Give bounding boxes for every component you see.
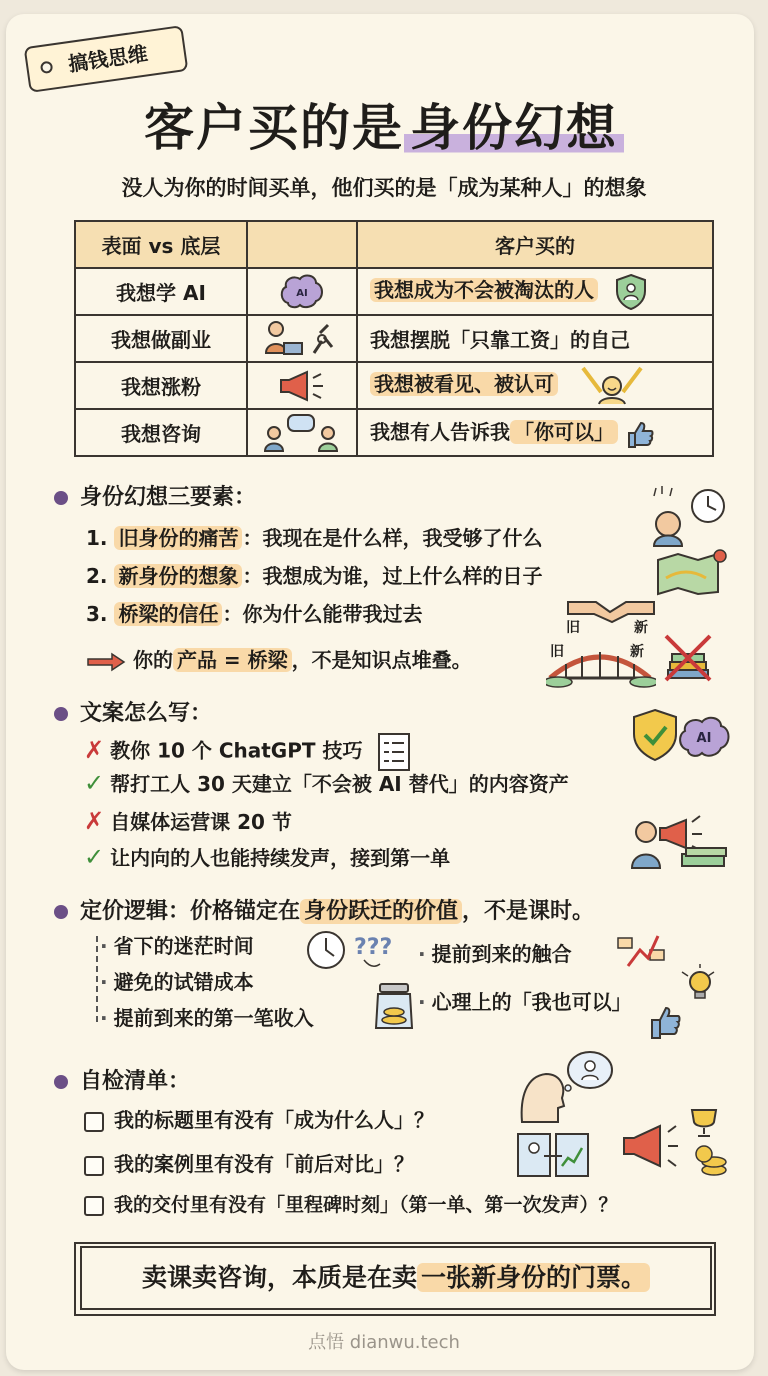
surface-cell: 我想学 AI <box>75 268 247 315</box>
section-heading-text: 身份幻想三要素： <box>80 485 257 510</box>
tag-hole <box>40 61 54 75</box>
bullet: · <box>100 1006 108 1030</box>
section-dot <box>54 1075 68 1089</box>
deep-cell: 我想摆脱「只靠工资」的自己 <box>357 315 713 362</box>
surface-cell: 我想咨询 <box>75 409 247 456</box>
bullet: · <box>100 934 108 958</box>
coin-jar-icon <box>372 982 416 1032</box>
copy-item <box>84 732 411 772</box>
crossed-books-icon <box>664 632 712 684</box>
clock-icon <box>646 484 730 548</box>
megaphone-icon <box>277 368 327 404</box>
title-part-b: 身份幻想 <box>404 99 624 157</box>
item-number: 2. <box>86 564 108 588</box>
item-text: ：我现在是什么样，我受够了什么 <box>242 526 543 550</box>
megaphone-trophy-icon <box>620 1108 730 1182</box>
checklist-text: 我的标题里有没有「成为什么人」？ <box>114 1108 434 1132</box>
table-row <box>75 409 713 456</box>
bridge-icon <box>546 616 656 688</box>
section-heading-pricing <box>54 894 594 925</box>
section-dot <box>54 491 68 505</box>
conclusion-text-a: 卖课卖咨询，本质是在卖 <box>141 1263 417 1292</box>
conclusion-box <box>80 1246 712 1310</box>
deep-text-b: 「你可以」 <box>510 420 618 444</box>
item-text: ：我想成为谁，过上什么样的日子 <box>242 564 543 588</box>
table-header-mid <box>247 221 357 268</box>
pricing-left-text: 避免的试错成本 <box>113 970 254 994</box>
pricing-left-text: 省下的迷茫时间 <box>113 934 254 958</box>
copy-text: 自媒体运营课 20 节 <box>110 810 292 834</box>
bridge-text-b: 产品 = 桥梁 <box>173 648 292 672</box>
checkbox[interactable] <box>84 1196 104 1216</box>
table-header-left: 表面 vs 底层 <box>75 221 247 268</box>
item-key: 桥梁的信任 <box>114 602 222 626</box>
section-heading-text: 自检清单： <box>80 1069 191 1094</box>
item-number: 1. <box>86 526 108 550</box>
old-label: 旧 <box>566 620 580 636</box>
page-title <box>0 88 768 160</box>
spotlight-person-icon <box>577 366 647 406</box>
checklist-item[interactable] <box>84 1148 414 1177</box>
table-header-right: 客户买的 <box>357 221 713 268</box>
copy-item <box>84 806 292 835</box>
item-text: ：你为什么能带我过去 <box>222 602 423 626</box>
table-row <box>75 268 713 315</box>
checklist-item[interactable] <box>84 1104 434 1133</box>
element-item <box>86 560 542 589</box>
thumbs-up-icon <box>625 419 655 449</box>
laptop-worker-icon <box>262 319 342 359</box>
ai-brain-icon <box>676 714 732 760</box>
arrow-right-icon <box>86 652 126 672</box>
section-heading-text: 文案怎么写： <box>80 701 213 726</box>
title-part-a: 客户买的是 <box>144 99 404 157</box>
new-label-2: 新 <box>630 644 644 660</box>
pricing-left-item <box>100 1002 314 1031</box>
bracket-line <box>96 936 98 1022</box>
copy-text: 帮打工人 30 天建立「不会被 AI 替代」的内容资产 <box>110 772 569 796</box>
table-row <box>75 315 713 362</box>
bridge-statement <box>86 644 472 673</box>
ai-brain-icon-text: AI <box>696 731 712 746</box>
new-label: 新 <box>634 620 648 636</box>
comparison-table <box>74 220 714 457</box>
section-heading-copywriting <box>54 696 212 727</box>
item-key: 新身份的想象 <box>114 564 242 588</box>
deep-text: 我想被看见、被认可 <box>370 372 558 396</box>
page-subtitle: 没人为你的时间买单，他们买的是「成为某种人」的想象 <box>121 176 647 200</box>
brand-watermark: 点悟 dianwu.tech <box>308 1332 460 1353</box>
copy-text: 让内向的人也能持续发声，接到第一单 <box>110 846 451 870</box>
before-after-icon <box>516 1130 590 1180</box>
bridge-text-c: ，不是知识点堆叠。 <box>291 648 472 672</box>
thinking-head-icon <box>516 1048 616 1124</box>
check-icon: ✓ <box>84 843 105 871</box>
shield-check-icon <box>630 708 680 762</box>
deep-cell <box>357 409 713 456</box>
copy-text: 教你 10 个 ChatGPT 技巧 <box>110 738 363 763</box>
deep-cell <box>357 268 713 315</box>
element-item <box>86 598 422 627</box>
section-dot <box>54 707 68 721</box>
speaker-megaphone-icon <box>630 808 730 870</box>
deep-text-a: 我想有人告诉我 <box>370 420 510 445</box>
checkbox[interactable] <box>84 1112 104 1132</box>
icon-cell <box>247 409 357 456</box>
checklist-text: 我的案例里有没有「前后对比」？ <box>114 1152 414 1176</box>
cross-icon: ✗ <box>84 807 105 835</box>
pricing-right-item <box>418 938 572 967</box>
shield-person-icon <box>613 273 649 311</box>
surface-cell: 我想涨粉 <box>75 362 247 409</box>
pricing-heading-c: ，不是课时。 <box>462 899 595 924</box>
cross-icon: ✗ <box>84 735 105 764</box>
checklist-text: 我的交付里有没有「里程碑时刻」（第一单、第一次发声）？ <box>114 1194 618 1216</box>
item-key: 旧身份的痛苦 <box>114 526 242 550</box>
section-dot <box>54 905 68 919</box>
element-item <box>86 522 542 551</box>
deep-text: 我想成为不会被淘汰的人 <box>370 278 598 302</box>
pricing-left-item <box>100 966 254 995</box>
svg-text:???: ??? <box>354 935 393 960</box>
table-row <box>75 362 713 409</box>
conversation-icon <box>262 413 342 453</box>
pricing-heading-a: 定价逻辑：价格锚定在 <box>80 899 301 924</box>
brain-icon <box>278 273 326 311</box>
item-number: 3. <box>86 602 108 626</box>
pricing-right-text: 提前到来的触合 <box>431 942 572 966</box>
deep-cell <box>357 362 713 409</box>
section-heading-elements <box>54 480 256 511</box>
checklist-item[interactable] <box>84 1190 618 1217</box>
bullet: · <box>418 942 426 966</box>
pricing-right-text: 心理上的「我也可以」 <box>431 990 632 1014</box>
checklist-doc-icon <box>377 732 411 772</box>
pricing-right-item <box>418 986 632 1015</box>
copy-item <box>84 842 450 871</box>
conclusion-text-b: 一张新身份的门票。 <box>417 1263 650 1292</box>
bridge-text-a: 你的 <box>132 648 173 672</box>
bullet: · <box>418 990 426 1014</box>
copy-item <box>84 768 569 797</box>
map-icon <box>656 548 730 596</box>
surface-cell: 我想做副业 <box>75 315 247 362</box>
icon-cell <box>247 315 357 362</box>
table-header-row <box>75 221 713 268</box>
pricing-left-item <box>100 930 254 959</box>
brain-icon-text: AI <box>296 287 308 299</box>
section-heading-checklist <box>54 1064 190 1095</box>
bullet: · <box>100 970 108 994</box>
check-icon: ✓ <box>84 769 105 797</box>
checkbox[interactable] <box>84 1156 104 1176</box>
icon-cell <box>247 268 357 315</box>
icon-cell <box>247 362 357 409</box>
clock-question-icon <box>306 928 402 972</box>
old-label-2: 旧 <box>550 644 564 660</box>
pricing-heading-b: 身份跃迁的价值 <box>300 899 462 924</box>
pricing-left-text: 提前到来的第一笔收入 <box>113 1006 314 1030</box>
tag-text: 搞钱思维 <box>66 41 150 77</box>
lightbulb-thumb-icon <box>648 964 728 1044</box>
